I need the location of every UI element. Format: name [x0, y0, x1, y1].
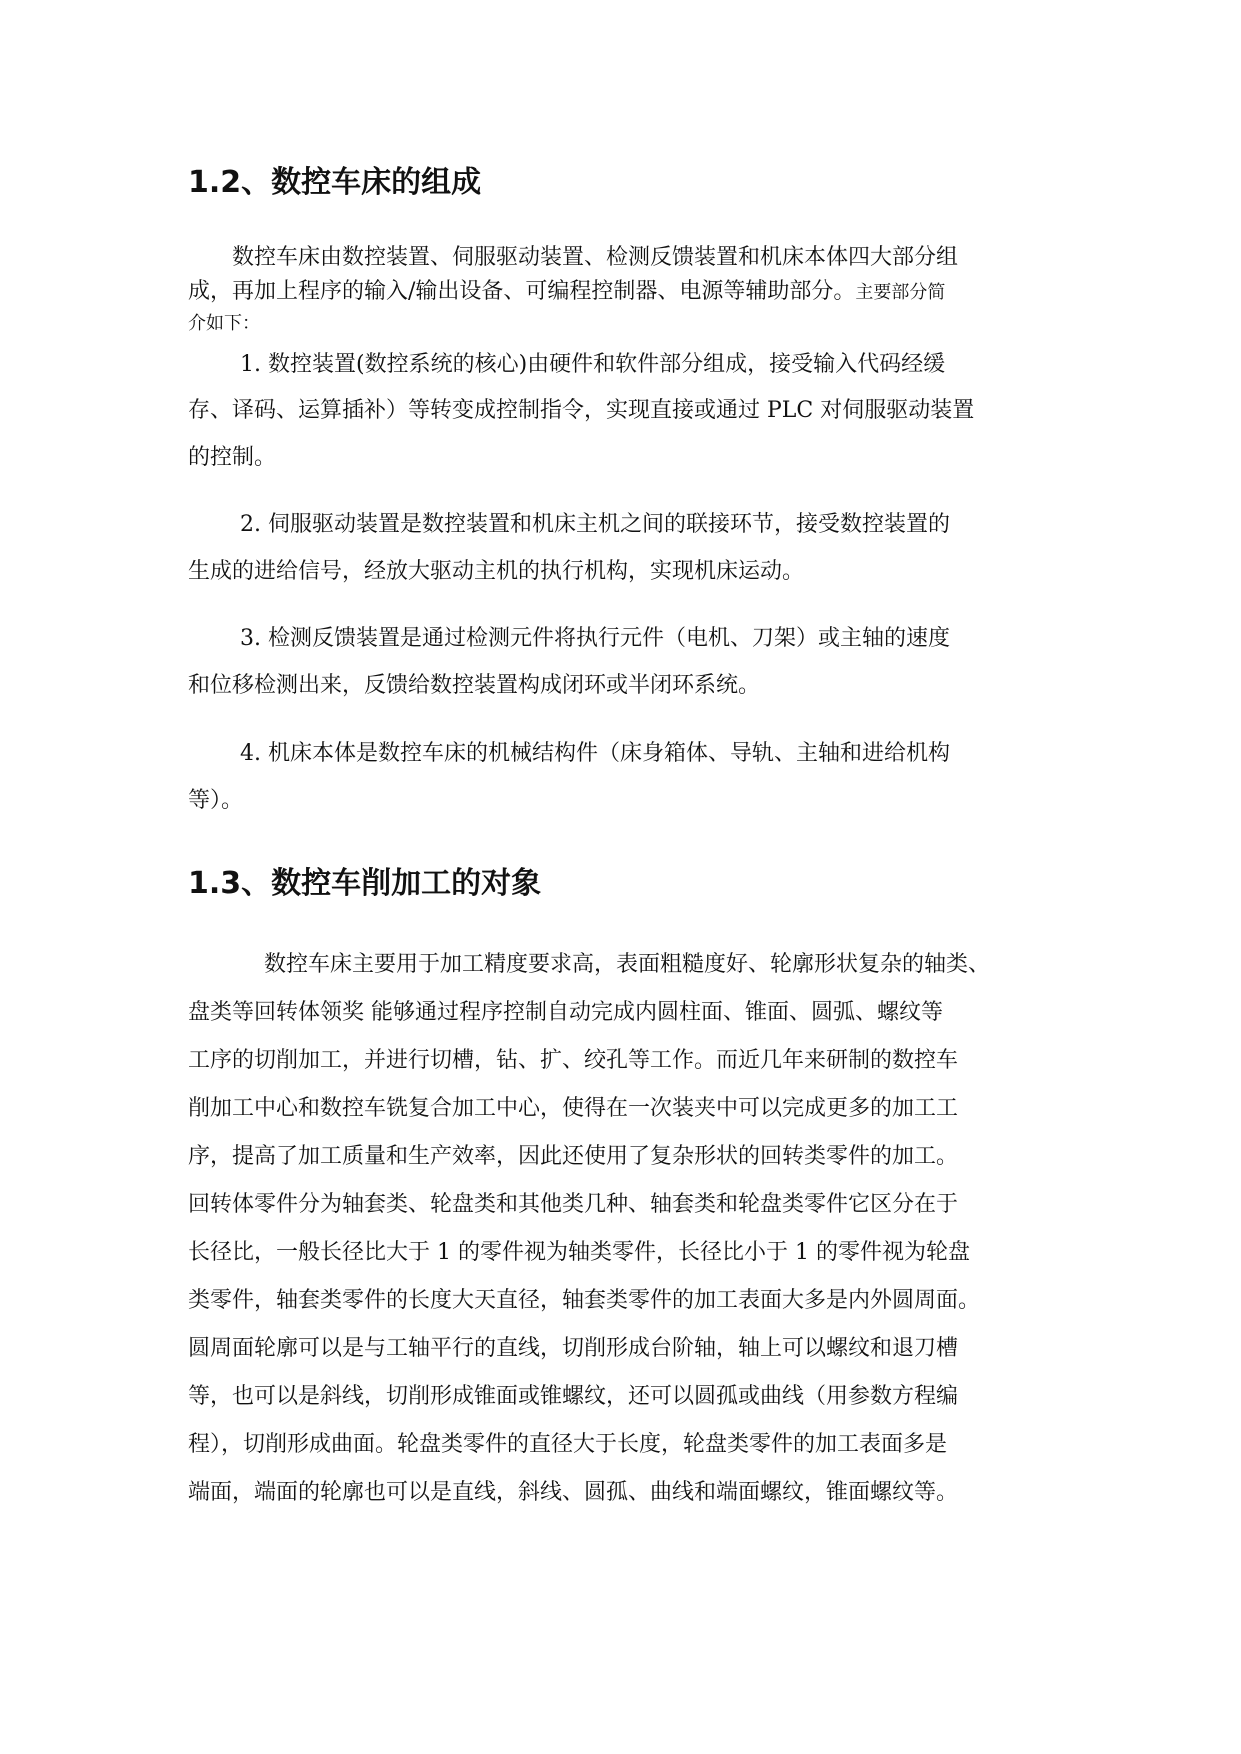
body-line-3: 工序的切削加工，并进行切槽，钻、扩、绞孔等工作。而近几年来研制的数控车: [188, 1048, 959, 1073]
section-heading-1-3: 1.3、数控车削加工的对象: [188, 866, 542, 901]
intro-line-3: 介如下：: [188, 313, 260, 334]
item1-line-1: 1. 数控装置(数控系统的核心)由硬件和软件部分组成，接受输入代码经缓: [240, 352, 946, 377]
item1-line-3: 的控制。: [188, 445, 277, 470]
item2-line-2: 生成的进给信号，经放大驱动主机的执行机构，实现机床运动。: [188, 559, 805, 584]
item1-line-2: 存、译码、运算插补）等转变成控制指令，实现直接或通过 PLC 对伺服驱动装置: [188, 398, 975, 423]
body-line-10: 等，也可以是斜线，切削形成锥面或锥螺纹，还可以圆孤或曲线（用参数方程编: [188, 1384, 959, 1409]
item2-line-1: 2. 伺服驱动装置是数控装置和机床主机之间的联接环节，接受数控装置的: [240, 512, 950, 537]
body-line-8: 类零件，轴套类零件的长度大天直径，轴套类零件的加工表面大多是内外圆周面。: [188, 1288, 981, 1313]
body-line-4: 削加工中心和数控车铣复合加工中心，使得在一次装夹中可以完成更多的加工工: [188, 1096, 959, 1121]
body-line-1: 数控车床主要用于加工精度要求高，表面粗糙度好、轮廓形状复杂的轴类、: [264, 952, 991, 977]
intro-line-1: 数控车床由数控装置、伺服驱动装置、检测反馈装置和机床本体四大部分组: [232, 245, 959, 270]
item4-line-2: 等）。: [188, 788, 244, 813]
intro-line-2-main: 成，再加上程序的输入/输出设备、可编程控制器、电源等辅助部分。: [188, 279, 856, 304]
body-line-6: 回转体零件分为轴套类、轮盘类和其他类几种、轴套类和轮盘类零件它区分在于: [188, 1192, 959, 1217]
intro-line-2: [188, 277, 945, 308]
section-heading-1-2: 1.2、数控车床的组成: [188, 165, 482, 200]
body-line-9: 圆周面轮廓可以是与工轴平行的直线，切削形成台阶轴，轴上可以螺纹和退刀槽: [188, 1336, 959, 1361]
item3-line-1: 3. 检测反馈装置是通过检测元件将执行元件（电机、刀架）或主轴的速度: [240, 626, 950, 651]
body-line-12: 端面，端面的轮廓也可以是直线，斜线、圆孤、曲线和端面螺纹，锥面螺纹等。: [188, 1480, 959, 1505]
body-line-5: 序，提高了加工质量和生产效率，因此还使用了复杂形状的回转类零件的加工。: [188, 1144, 959, 1169]
intro-line-2-tail: 主要部分简: [855, 282, 946, 303]
body-line-2: 盘类等回转体领奖 能够通过程序控制自动完成内圆柱面、锥面、圆弧、螺纹等: [188, 1000, 943, 1025]
body-line-11: 程），切削形成曲面。轮盘类零件的直径大于长度，轮盘类零件的加工表面多是: [188, 1432, 948, 1457]
body-line-7: 长径比，一般长径比大于 1 的零件视为轴类零件，长径比小于 1 的零件视为轮盘: [188, 1240, 970, 1265]
item3-line-2: 和位移检测出来，反馈给数控装置构成闭环或半闭环系统。: [188, 673, 761, 698]
item4-line-1: 4. 机床本体是数控车床的机械结构件（床身箱体、导轨、主轴和进给机构: [240, 741, 950, 766]
